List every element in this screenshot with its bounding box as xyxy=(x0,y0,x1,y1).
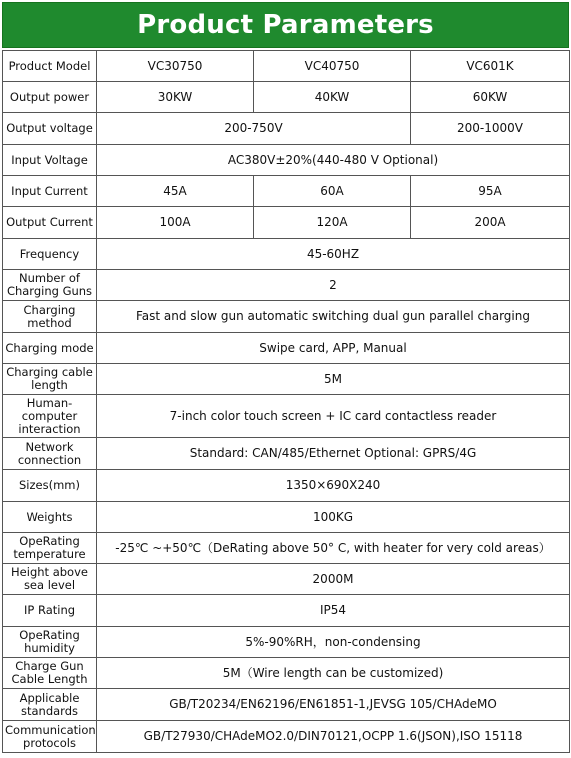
table-cell: VC601K xyxy=(411,51,570,82)
table-cell: 95A xyxy=(411,176,570,207)
table-cell: 2 xyxy=(97,270,570,301)
table-row xyxy=(3,533,570,564)
row-label: Network connection xyxy=(3,438,97,470)
row-label: Charging mode xyxy=(3,333,97,364)
table-row xyxy=(3,239,570,270)
table-row xyxy=(3,301,570,333)
row-label: Weights xyxy=(3,502,97,533)
table-row xyxy=(3,207,570,239)
row-label: Communication protocols xyxy=(3,721,97,753)
table-cell: 5M（Wire length can be customized) xyxy=(97,658,570,689)
table-cell: -25℃ ~+50℃（DeRating above 50° C, with heater for very cold areas） xyxy=(97,533,570,564)
table-cell: Standard: CAN/485/Ethernet Optional: GPRS/4G xyxy=(97,438,570,470)
table-row xyxy=(3,502,570,533)
table-row xyxy=(3,145,570,176)
row-label: Input Current xyxy=(3,176,97,207)
table-cell: 120A xyxy=(254,207,411,239)
row-label: Number of Charging Guns xyxy=(3,270,97,301)
table-cell: 100KG xyxy=(97,502,570,533)
table-cell: 2000M xyxy=(97,564,570,595)
table-cell: 5%-90%RH，non-condensing xyxy=(97,627,570,658)
table-row xyxy=(3,51,570,82)
table-cell: Fast and slow gun automatic switching dual gun parallel charging xyxy=(97,301,570,333)
row-label: Applicable standards xyxy=(3,689,97,721)
row-label: Human-computer interaction xyxy=(3,395,97,438)
row-label: Height above sea level xyxy=(3,564,97,595)
table-cell: Swipe card, APP, Manual xyxy=(97,333,570,364)
table-row xyxy=(3,364,570,395)
row-label: Frequency xyxy=(3,239,97,270)
row-label: OpeRating humidity xyxy=(3,627,97,658)
table-row xyxy=(3,564,570,595)
table-row xyxy=(3,395,570,438)
row-label: Charge Gun Cable Length xyxy=(3,658,97,689)
row-label: Charging cable length xyxy=(3,364,97,395)
table-cell: 200-750V xyxy=(97,113,411,145)
table-row xyxy=(3,470,570,502)
table-row xyxy=(3,627,570,658)
table-cell: 1350×690X240 xyxy=(97,470,570,502)
table-row xyxy=(3,333,570,364)
row-label: Input Voltage xyxy=(3,145,97,176)
table-row xyxy=(3,438,570,470)
table-cell: 200-1000V xyxy=(411,113,570,145)
table-cell: 45-60HZ xyxy=(97,239,570,270)
row-label: Output Current xyxy=(3,207,97,239)
table-cell: VC30750 xyxy=(97,51,254,82)
table-cell: IP54 xyxy=(97,595,570,627)
table-row xyxy=(3,721,570,753)
row-label: IP Rating xyxy=(3,595,97,627)
table-cell: 45A xyxy=(97,176,254,207)
table-row xyxy=(3,689,570,721)
row-label: Output power xyxy=(3,82,97,113)
row-label: Product Model xyxy=(3,51,97,82)
table-cell: 200A xyxy=(411,207,570,239)
table-cell: 60A xyxy=(254,176,411,207)
table-cell: 100A xyxy=(97,207,254,239)
table-row xyxy=(3,270,570,301)
table-row xyxy=(3,595,570,627)
table-row xyxy=(3,82,570,113)
table-cell: 5M xyxy=(97,364,570,395)
row-label: Sizes(mm) xyxy=(3,470,97,502)
row-label: Charging method xyxy=(3,301,97,333)
table-row xyxy=(3,113,570,145)
table-cell: AC380V±20%(440-480 V Optional) xyxy=(97,145,570,176)
table-cell: 30KW xyxy=(97,82,254,113)
row-label: Output voltage xyxy=(3,113,97,145)
row-label: OpeRating temperature xyxy=(3,533,97,564)
table-cell: GB/T20234/EN62196/EN61851-1,JEVSG 105/CHAdeMO xyxy=(97,689,570,721)
table-cell: GB/T27930/CHAdeMO2.0/DIN70121,OCPP 1.6(JSON),ISO 15118 xyxy=(97,721,570,753)
table-row xyxy=(3,176,570,207)
page-title: Product Parameters xyxy=(2,2,569,48)
parameters-table xyxy=(2,50,570,753)
table-cell: 60KW xyxy=(411,82,570,113)
table-row xyxy=(3,658,570,689)
table-cell: VC40750 xyxy=(254,51,411,82)
table-cell: 7-inch color touch screen + IC card contactless reader xyxy=(97,395,570,438)
table-cell: 40KW xyxy=(254,82,411,113)
